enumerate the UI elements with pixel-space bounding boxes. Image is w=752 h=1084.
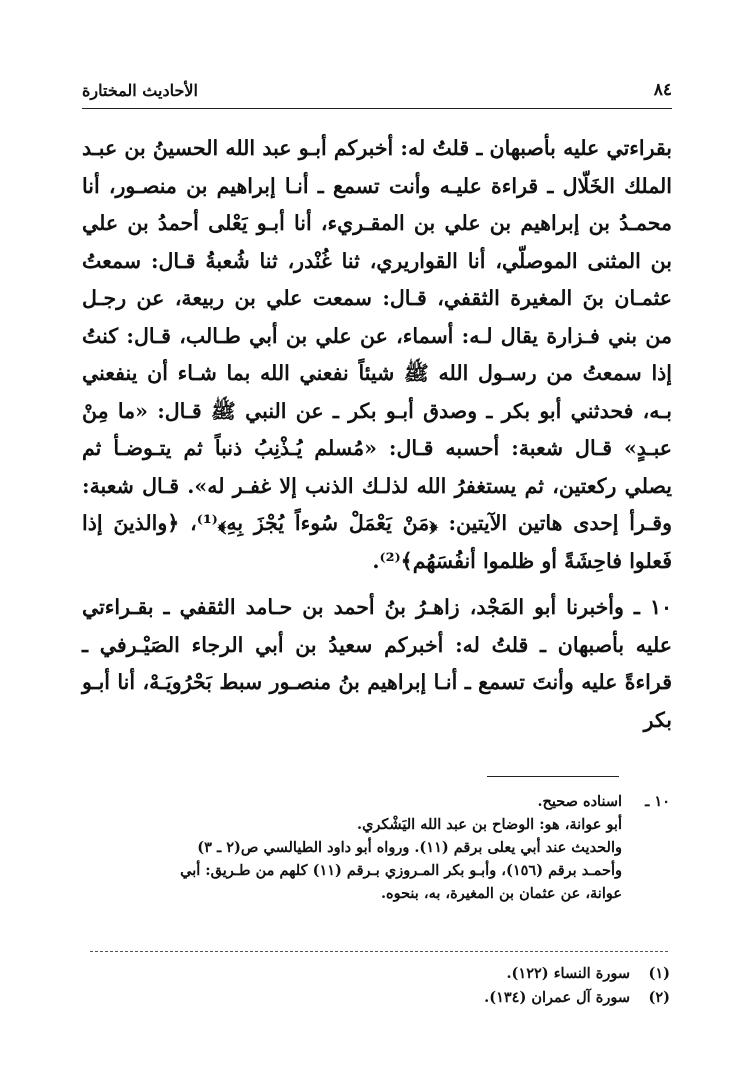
commentary-line: والحديث عند أبي يعلى برقم (١١). ورواه أبو داود الطيالسي ص(٢ ـ ٣)	[197, 839, 622, 856]
page-header	[82, 72, 672, 100]
header-divider	[82, 108, 672, 109]
footnote-item	[90, 986, 670, 1010]
footnotes	[90, 962, 670, 1010]
hadith-paragraph-2: ١٠ ـ وأخبرنا أبو المَجْد، زاهـرُ بنُ أحمد بن حـامد الثقفي ـ بقـراءتي عليه بأصبهان ـ قلتُ له: أخبركم سعيدُ بن أبي الرجاء الصَيْـرفي ـ قراءةً عليه وأنتَ تسمع ـ أنـا إبراهيم بنُ منصـور سبط بَحْرُويَـهْ، أنا أبـو بكر	[82, 595, 672, 732]
commentary-text: اسناده صحيح.	[537, 793, 622, 810]
commentary-line	[90, 790, 670, 813]
hadith-paragraph-1: بقراءتي عليه بأصبهان ـ قلتُ له: أخبركم أبـو عبد الله الحسينُ بن عبـد الملك الخَلّال ـ قراءة عليـه وأنت تسمع ـ أنـا إبراهيم بن منصـور، أنا محمـدُ بن إبراهيم بن علي بن المقـريء، أنا أبـو يَعْلى أحمدُ بن علي بن المثنى الموصلّي، أنا القواريري، ثنا غُنْدر، ثنا شُعبةُ قـال: سمعتُ عثمـان بنَ المغيرة الثقفي، قـال: سمعت علي بن ربيعة، عن رجـل من بني فـزارة يقال لـه: أسماء، عن علي بن أبي طـالب، قـال: كنتُ إذا سمعتُ من رسـول الله ﷺ شيئاً نفعني الله بما شـاء أن ينفعني بـه، فحدثني أبو بكر ـ وصدق أبـو بكر ـ عن النبي ﷺ قـال: «ما مِنْ عبـدٍ» قـال شعبة: أحسبه قـال: «مُسلم يُـذْنِبُ ذنباً ثم يتـوضـأ ثم يصلي ركعتين، ثم يستغفرُ الله لذلـك الذنب إلا غفـر له». قـال شعبة: وقـرأ إحدى هاتين الآيتين: ﴿مَنْ يَعْمَلْ سُوءاً يُجْزَ بِهِ﴾⁽¹⁾، ﴿والذينَ إذا فَعلوا فاحِشَةً أو ظلموا أنفُسَهُم﴾⁽²⁾.	[82, 136, 672, 573]
commentary-block	[90, 790, 670, 905]
commentary-number: ١٠ ـ	[645, 793, 670, 810]
commentary-line: أبو عوانة، هو: الوضاح بن عبد الله اليَشْكري.	[357, 816, 622, 833]
footnote-text: سورة آل عمران (١٣٤).	[484, 989, 630, 1006]
footnotes-divider	[90, 951, 668, 952]
footnote-number: (٢)	[648, 989, 670, 1006]
footnote-item	[90, 962, 670, 986]
footnote-text: سورة النساء (١٢٢).	[506, 965, 630, 982]
footnote-divider	[487, 776, 619, 777]
commentary-line: وأحمـد برقم (١٥٦)، وأبـو بكر المـروزي بـرقم (١١) كلهم من طـريق: أبي	[180, 862, 622, 879]
commentary-line: عوانة، عن عثمان بن المغيرة، به، بنحوه.	[380, 885, 622, 902]
running-title: الأحاديث المختارة	[82, 81, 198, 100]
main-text	[82, 130, 672, 739]
page-number: ٨٤	[653, 80, 672, 100]
footnote-number: (١)	[648, 965, 670, 982]
